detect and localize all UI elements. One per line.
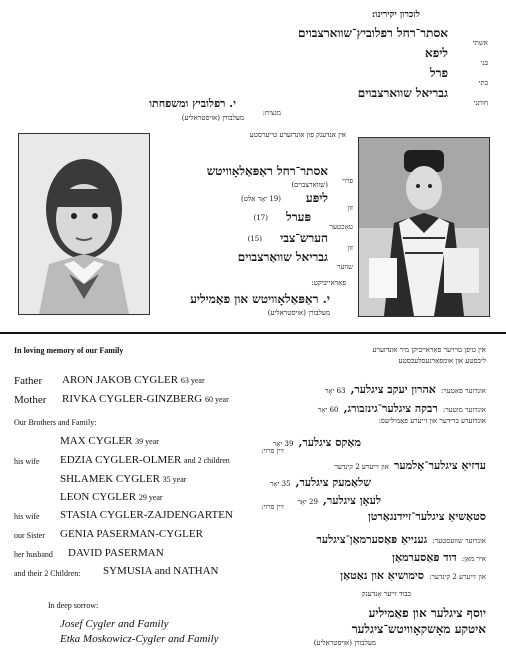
family-name: אסתר־רחל רפלוביץ־שווארצבוים <box>297 26 448 40</box>
mother-age: 60 year <box>205 395 229 404</box>
yiddish-husband-label: איר מאַן: <box>461 555 486 563</box>
memorial-row <box>337 254 353 273</box>
memorial-label: זון <box>347 204 353 212</box>
memorial-note: (19 יאָר אַלט) <box>240 195 281 203</box>
husband-label: her husband <box>14 550 53 559</box>
yiddish-children-label: און זייערע 2 קינדער: <box>429 573 486 581</box>
memorial-label: טאָכטער <box>329 223 353 231</box>
father-name <box>62 374 205 386</box>
yiddish-honor: כבוד זייער אָנדענק <box>361 590 411 598</box>
children-names: SYMUSIA and NATHAN <box>103 565 219 577</box>
signature-2: Etka Moskowicz-Cygler and Family <box>60 633 219 645</box>
yiddish-sister <box>317 528 486 547</box>
yiddish-children-names: סימושיאַ און נאַטאַן <box>340 569 424 582</box>
father-age: 63 year <box>180 376 205 385</box>
yiddish-mother-label: אונדזער מוטער: <box>442 406 486 414</box>
wife2-label: his wife <box>14 512 40 521</box>
section-divider <box>0 332 506 334</box>
memorial-family-label: פאַראייביקט: <box>311 279 346 287</box>
yiddish-intro-1: אין טיפן טרויער פאַראייביקן מיר אונדזערע <box>372 346 486 354</box>
shlamek-name <box>60 473 186 485</box>
wife2-name: STASIA CYGLER-ZAJDENGARTEN <box>60 509 233 521</box>
memorial-family-place: מעלבורן (אויסטראַליע) <box>267 309 330 317</box>
donor-row <box>263 100 281 119</box>
yiddish-father <box>325 378 486 397</box>
yiddish-father-label: אונדזער פאַטער: <box>440 387 486 395</box>
yiddish-place: מעלבורן (אויסטראַליע) <box>313 639 376 647</box>
yiddish-wife2-name: סטאַשיאַ ציגלער־זיידנגאַרטן <box>367 510 486 523</box>
children-label: and their 2 Children: <box>14 569 81 578</box>
yiddish-leon-name: לעאָן ציגלער, <box>323 494 381 507</box>
boy-portrait <box>358 137 490 317</box>
family-label: חותני <box>473 99 488 107</box>
memorial-row <box>330 214 353 233</box>
shlamek-age: 35 year <box>162 475 187 484</box>
memorial-row <box>347 195 353 214</box>
yiddish-leon-age: 29 יאָר <box>297 498 318 506</box>
leon-age: 29 year <box>138 493 163 502</box>
brothers-title: Our Brothers and Family: <box>14 418 97 427</box>
yiddish-mother <box>318 397 486 416</box>
memorial-name: גבריאל שוואַרצבוים <box>237 250 328 264</box>
family-row <box>479 70 488 89</box>
yiddish-intro-2: ליבסטע און אומפאַרגעסלעכסטע <box>398 357 486 365</box>
yiddish-leon <box>297 489 381 508</box>
memorial-name: פּערל <box>286 210 311 224</box>
wife1-name-text: EDZIA CYGLER-OLMER <box>60 454 182 466</box>
yiddish-wife1-name: עדזיאַ ציגלער־אָלמער <box>394 459 486 472</box>
family-row <box>481 50 489 69</box>
memorial-row <box>347 235 353 254</box>
family-row <box>473 30 488 49</box>
yiddish-shlamek-name: שלאַמעק ציגלער, <box>295 476 371 489</box>
memorial-intro: אין אנדענק פון אונדזערע טייערסטע <box>249 131 346 139</box>
memorial-label: שווער <box>337 263 353 271</box>
max-age: 39 year <box>135 437 159 446</box>
sister-label: our Sister <box>14 531 45 540</box>
yiddish-father-age: 63 יאָר <box>324 387 346 395</box>
yiddish-shlamek-age: 35 יאָר <box>269 480 291 488</box>
girl-portrait <box>18 133 150 315</box>
memorial-name: אסתר־רחל ראַפּאַלאָוויטש <box>206 164 328 178</box>
family-name: פרל <box>429 66 448 80</box>
yiddish-max-name: מאַקס ציגלער, <box>298 436 361 449</box>
memorial-name: הערש־צבי <box>280 231 328 245</box>
mother-name-text: RIVKA CYGLER-GINZBERG <box>62 393 203 405</box>
max-name-text: MAX CYGLER <box>60 435 133 447</box>
family-label: בני <box>480 59 488 67</box>
memorial-family-name: י. ראַפּאַלאָוויטש און פאַמיליע <box>190 292 330 306</box>
sister-name: GENIA PASERMAN-CYGLER <box>60 528 203 540</box>
girl-portrait-image <box>19 134 149 314</box>
father-name-text: ARON JAKOB CYGLER <box>62 374 179 386</box>
wife1-note: and 2 children <box>184 456 230 465</box>
family-label: אשתי <box>472 39 488 47</box>
yiddish-husband-name: דוד פּאַסערמאַן <box>392 551 457 564</box>
yiddish-signature-1: יוסף ציגלער און פאַמיליע <box>368 606 486 620</box>
yiddish-father-name: אהרון יעקב ציגלער, <box>350 383 436 396</box>
leon-name-text: LEON CYGLER <box>60 491 137 503</box>
memorial-note: (שוואַרצבוים) <box>291 181 328 189</box>
leon-name <box>60 491 163 503</box>
family-label: בתי <box>478 79 488 87</box>
mother-name <box>62 393 229 405</box>
yiddish-signature-2: איטקע מאָשקאָוויטש־ציגלער <box>351 622 486 636</box>
mother-label: Mother <box>14 394 47 406</box>
yiddish-mother-name: רבקה ציגלער־גינזבורג, <box>343 402 438 415</box>
family-row <box>474 90 488 109</box>
yiddish-max-age: 39 יאָר <box>272 440 294 448</box>
wife1-name <box>60 454 230 466</box>
max-name <box>60 435 159 447</box>
top-header: לזכרון יקירינו: <box>371 10 420 20</box>
yiddish-wife1-note: און זייערע 2 קינדער <box>334 463 389 471</box>
yiddish-children <box>340 564 486 583</box>
yiddish-sister-name: גענייאַ פּאַסערמאַן־ציגלער <box>316 533 428 546</box>
yiddish-shlamek <box>270 471 371 490</box>
yiddish-mother-age: 60 יאָר <box>317 406 339 414</box>
yiddish-max <box>273 431 361 450</box>
shlamek-name-text: SHLAMEK CYGLER <box>60 473 160 485</box>
memorial-note: (17) <box>253 214 268 222</box>
wife1-label: his wife <box>14 457 40 466</box>
sorrow-title: In deep sorrow: <box>48 601 99 610</box>
english-title: In loving memory of our Family <box>14 346 124 355</box>
boy-portrait-image <box>359 138 489 316</box>
yiddish-sister-label: אונדזער שוועסטער: <box>432 537 486 545</box>
father-label: Father <box>14 375 43 387</box>
memorial-label: זון <box>347 244 353 252</box>
family-name: ליפא <box>425 46 448 60</box>
donor-label: מנציח: <box>262 109 281 117</box>
memorial-note: (15) <box>247 235 262 243</box>
memorial-name: ליפּע <box>305 191 328 205</box>
yiddish-wife1-label: זיין פרוי: <box>261 447 284 455</box>
donor-name: י. רפלוביץ ומשפחתו <box>149 97 236 110</box>
memorial-label: פרוי <box>342 177 353 185</box>
family-name: גבריאל שווארצבוים <box>357 86 448 100</box>
yiddish-wife2-label: זיין פרוי: <box>261 503 284 511</box>
husband-name: DAVID PASERMAN <box>68 547 164 559</box>
donor-place: מעלבורן (אויסטראליע) <box>181 114 244 122</box>
yiddish-brothers: אונדזערע ברידער און זייערע פאַמיליעס: <box>378 417 486 425</box>
memorial-row <box>342 168 353 187</box>
yiddish-husband <box>392 546 486 565</box>
signature-1: Josef Cygler and Family <box>60 618 169 630</box>
